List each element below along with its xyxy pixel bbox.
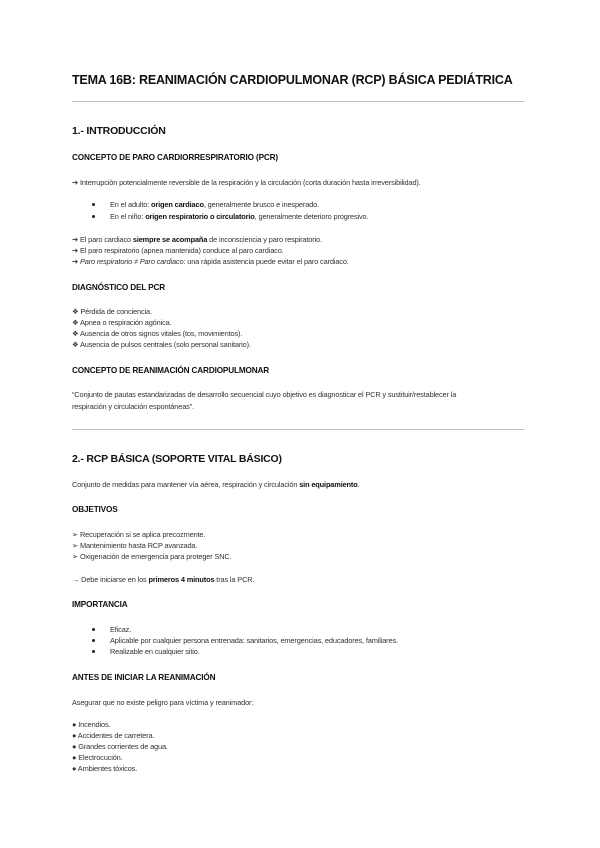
text-line: ➔ El paro respiratorio (apnea mantenida) conduce al paro cardiaco. — [72, 246, 284, 255]
bullet-item: Eficaz. — [92, 625, 131, 634]
list-item: ● Grandes corrientes de agua. — [72, 742, 168, 751]
list-item: ➢ Recuperación si se aplica precozmente. — [72, 530, 206, 539]
divider — [72, 101, 524, 102]
text-line: ➔ Interrupción potencialmente reversible de la respiración y la circulación (corta duración hasta irreversibilidad). — [72, 178, 421, 187]
quote-line: “Conjunto de pautas estandarizadas de desarrollo secuencial cuyo objetivo es diagnosticar el PCR y sustituir/restablecer la — [72, 390, 457, 399]
subheading-objetivos: OBJETIVOS — [72, 505, 118, 514]
list-item: ● Incendios. — [72, 720, 111, 729]
bullet-item: En el niño: origen respiratorio o circulatorio, generalmente deterioro progresivo. — [92, 212, 368, 221]
subheading-diagnostico: DIAGNÓSTICO DEL PCR — [72, 283, 165, 292]
bullet-icon — [92, 215, 95, 218]
section-heading-introduccion: 1.- INTRODUCCIÓN — [72, 125, 166, 137]
list-item: ❖ Ausencia de pulsos centrales (solo personal sanitario). — [72, 340, 251, 349]
bullet-item: En el adulto: origen cardiaco, generalmente brusco e inesperado. — [92, 200, 319, 209]
text-line: ➔ Paro respiratorio ≠ Paro cardiaco: una rápida asistencia puede evitar el paro cardiaco. — [72, 257, 349, 266]
text-line: → Debe iniciarse en los primeros 4 minutos tras la PCR. — [72, 575, 255, 584]
list-item: ➢ Mantenimiento hasta RCP avanzada. — [72, 541, 198, 550]
subheading-concepto-pcr: CONCEPTO DE PARO CARDIORRESPIRATORIO (PCR) — [72, 153, 278, 162]
list-item: ● Accidentes de carretera. — [72, 731, 155, 740]
quote-line: respiración y circulación espontáneas”. — [72, 402, 194, 411]
list-item: ❖ Apnea o respiración agónica. — [72, 318, 172, 327]
list-item: ● Ambientes tóxicos. — [72, 764, 138, 773]
bullet-item: Aplicable por cualquier persona entrenada: sanitarios, emergencias, educadores, familiares. — [92, 636, 398, 645]
text-line: Asegurar que no existe peligro para víctima y reanimador: — [72, 698, 254, 707]
bullet-item: Realizable en cualquier sitio. — [92, 647, 200, 656]
text-line: Conjunto de medidas para mantener vía aérea, respiración y circulación sin equipamiento. — [72, 480, 360, 489]
list-item: ❖ Pérdida de conciencia. — [72, 307, 152, 316]
list-item: ➢ Oxigenación de emergencia para proteger SNC. — [72, 552, 232, 561]
subheading-importancia: IMPORTANCIA — [72, 600, 128, 609]
bullet-icon — [92, 628, 95, 631]
list-item: ● Electrocución. — [72, 753, 123, 762]
text-line: ➔ El paro cardiaco siempre se acompaña de inconsciencia y paro respiratorio. — [72, 235, 322, 244]
bullet-icon — [92, 639, 95, 642]
bullet-icon — [92, 650, 95, 653]
divider — [72, 429, 524, 430]
subheading-antes-de-iniciar: ANTES DE INICIAR LA REANIMACIÓN — [72, 673, 216, 682]
bullet-icon — [92, 203, 95, 206]
document-title: TEMA 16B: REANIMACIÓN CARDIOPULMONAR (RCP) BÁSICA PEDIÁTRICA — [72, 73, 513, 87]
list-item: ❖ Ausencia de otros signos vitales (tos, movimientos). — [72, 329, 243, 338]
subheading-concepto-rcp: CONCEPTO DE REANIMACIÓN CARDIOPULMONAR — [72, 366, 270, 375]
section-heading-rcp-basica: 2.- RCP BÁSICA (SOPORTE VITAL BÁSICO) — [72, 453, 282, 465]
